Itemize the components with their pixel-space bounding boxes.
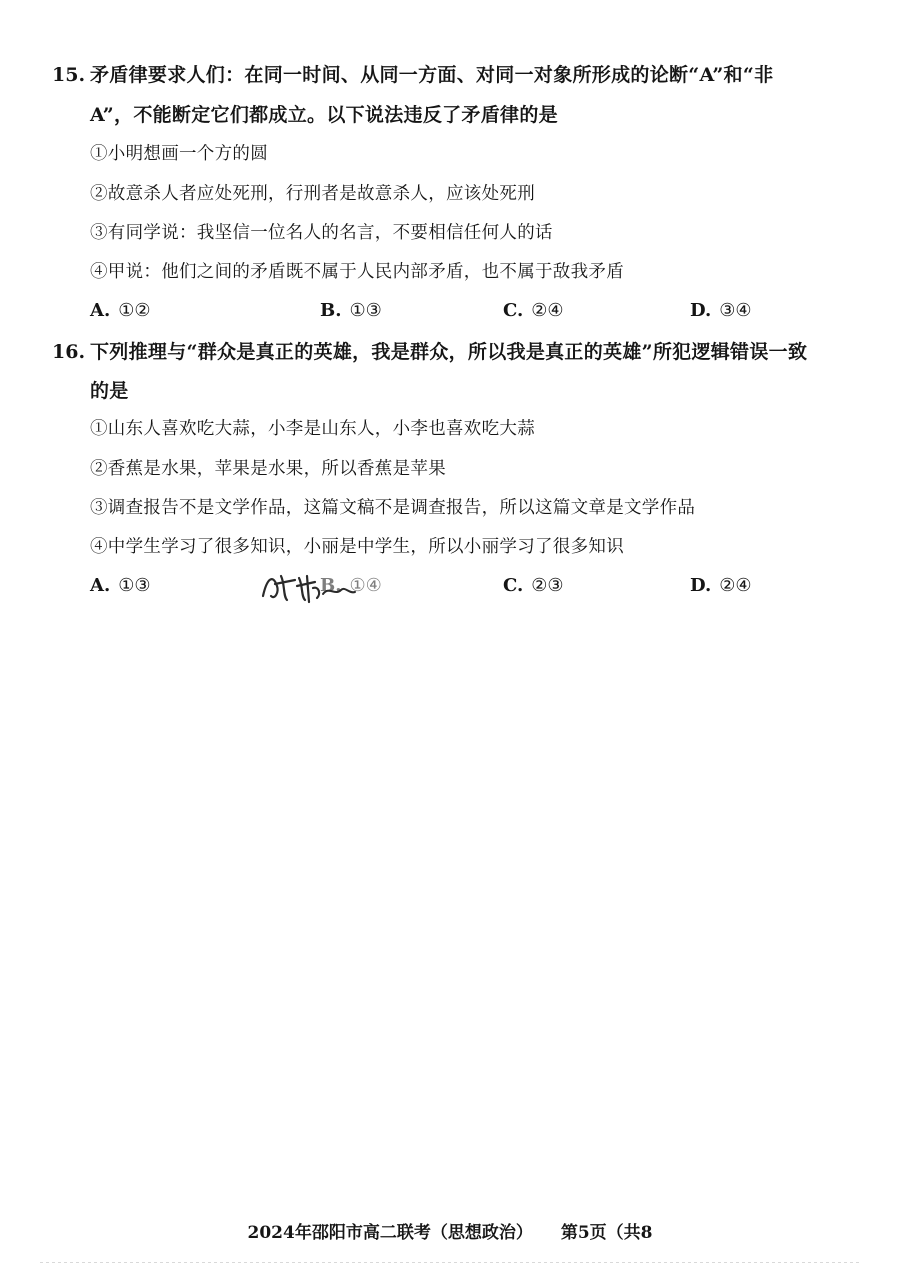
question-stem: 矛盾律要求人们：在同一时间、从同一方面、对同一对象所形成的论断“A”和“非 [90, 64, 774, 86]
choice-letter: C. [503, 300, 524, 321]
choice-value: ②④ [531, 300, 564, 321]
choice-letter: A. [90, 300, 111, 321]
choice-value: ①④ [349, 575, 382, 596]
choice-letter: B. [320, 300, 342, 321]
choice-d[interactable] [690, 299, 752, 323]
choice-letter: B. [320, 575, 342, 596]
statement-item: ②故意杀人者应处死刑，行刑者是故意杀人，应该处死刑 [90, 184, 535, 204]
choice-letter: D. [690, 575, 712, 596]
page-number: 第5页（共8 [560, 1223, 653, 1243]
choice-letter: D. [690, 300, 712, 321]
choice-value: ②③ [531, 575, 564, 596]
choice-value: ②④ [719, 575, 752, 596]
choice-c[interactable] [503, 299, 564, 323]
choice-d[interactable] [690, 574, 752, 598]
answer-choices [90, 299, 850, 323]
statement-item: ④甲说：他们之间的矛盾既不属于人民内部矛盾，也不属于敌我矛盾 [90, 262, 624, 282]
choice-letter: C. [503, 575, 524, 596]
question-stem: 下列推理与“群众是真正的英雄，我是群众，所以我是真正的英雄”所犯逻辑错误一致 [90, 341, 808, 363]
question-number: 16. [52, 341, 86, 363]
choice-letter: A. [90, 575, 111, 596]
page-footer [0, 1222, 900, 1244]
statement-item: ①小明想画一个方的圆 [90, 144, 268, 164]
choice-value: ①③ [349, 300, 382, 321]
bottom-divider [40, 1262, 860, 1263]
exam-title: 2024年邵阳市高二联考（思想政治） [247, 1223, 533, 1243]
choice-a[interactable] [90, 299, 151, 323]
choice-a[interactable] [90, 574, 151, 598]
answer-choices [90, 574, 850, 598]
choice-value: ③④ [719, 300, 752, 321]
statement-item: ③有同学说：我坚信一位名人的名言，不要相信任何人的话 [90, 223, 553, 243]
statement-item: ③调查报告不是文学作品，这篇文稿不是调查报告，所以这篇文章是文学作品 [90, 498, 696, 518]
statement-item: ②香蕉是水果，苹果是水果，所以香蕉是苹果 [90, 459, 446, 479]
statement-item: ④中学生学习了很多知识，小丽是中学生，所以小丽学习了很多知识 [90, 537, 624, 557]
question-stem-continued: 的是 [90, 380, 129, 402]
choice-b[interactable] [320, 299, 382, 323]
question-stem-continued: A”，不能断定它们都成立。以下说法违反了矛盾律的是 [90, 104, 558, 126]
choice-value: ①② [118, 300, 151, 321]
choice-c[interactable] [503, 574, 564, 598]
statement-item: ①山东人喜欢吃大蒜，小李是山东人，小李也喜欢吃大蒜 [90, 419, 535, 439]
choice-value: ①③ [118, 575, 151, 596]
handwriting-mark [255, 566, 365, 606]
question-number: 15. [52, 64, 86, 86]
